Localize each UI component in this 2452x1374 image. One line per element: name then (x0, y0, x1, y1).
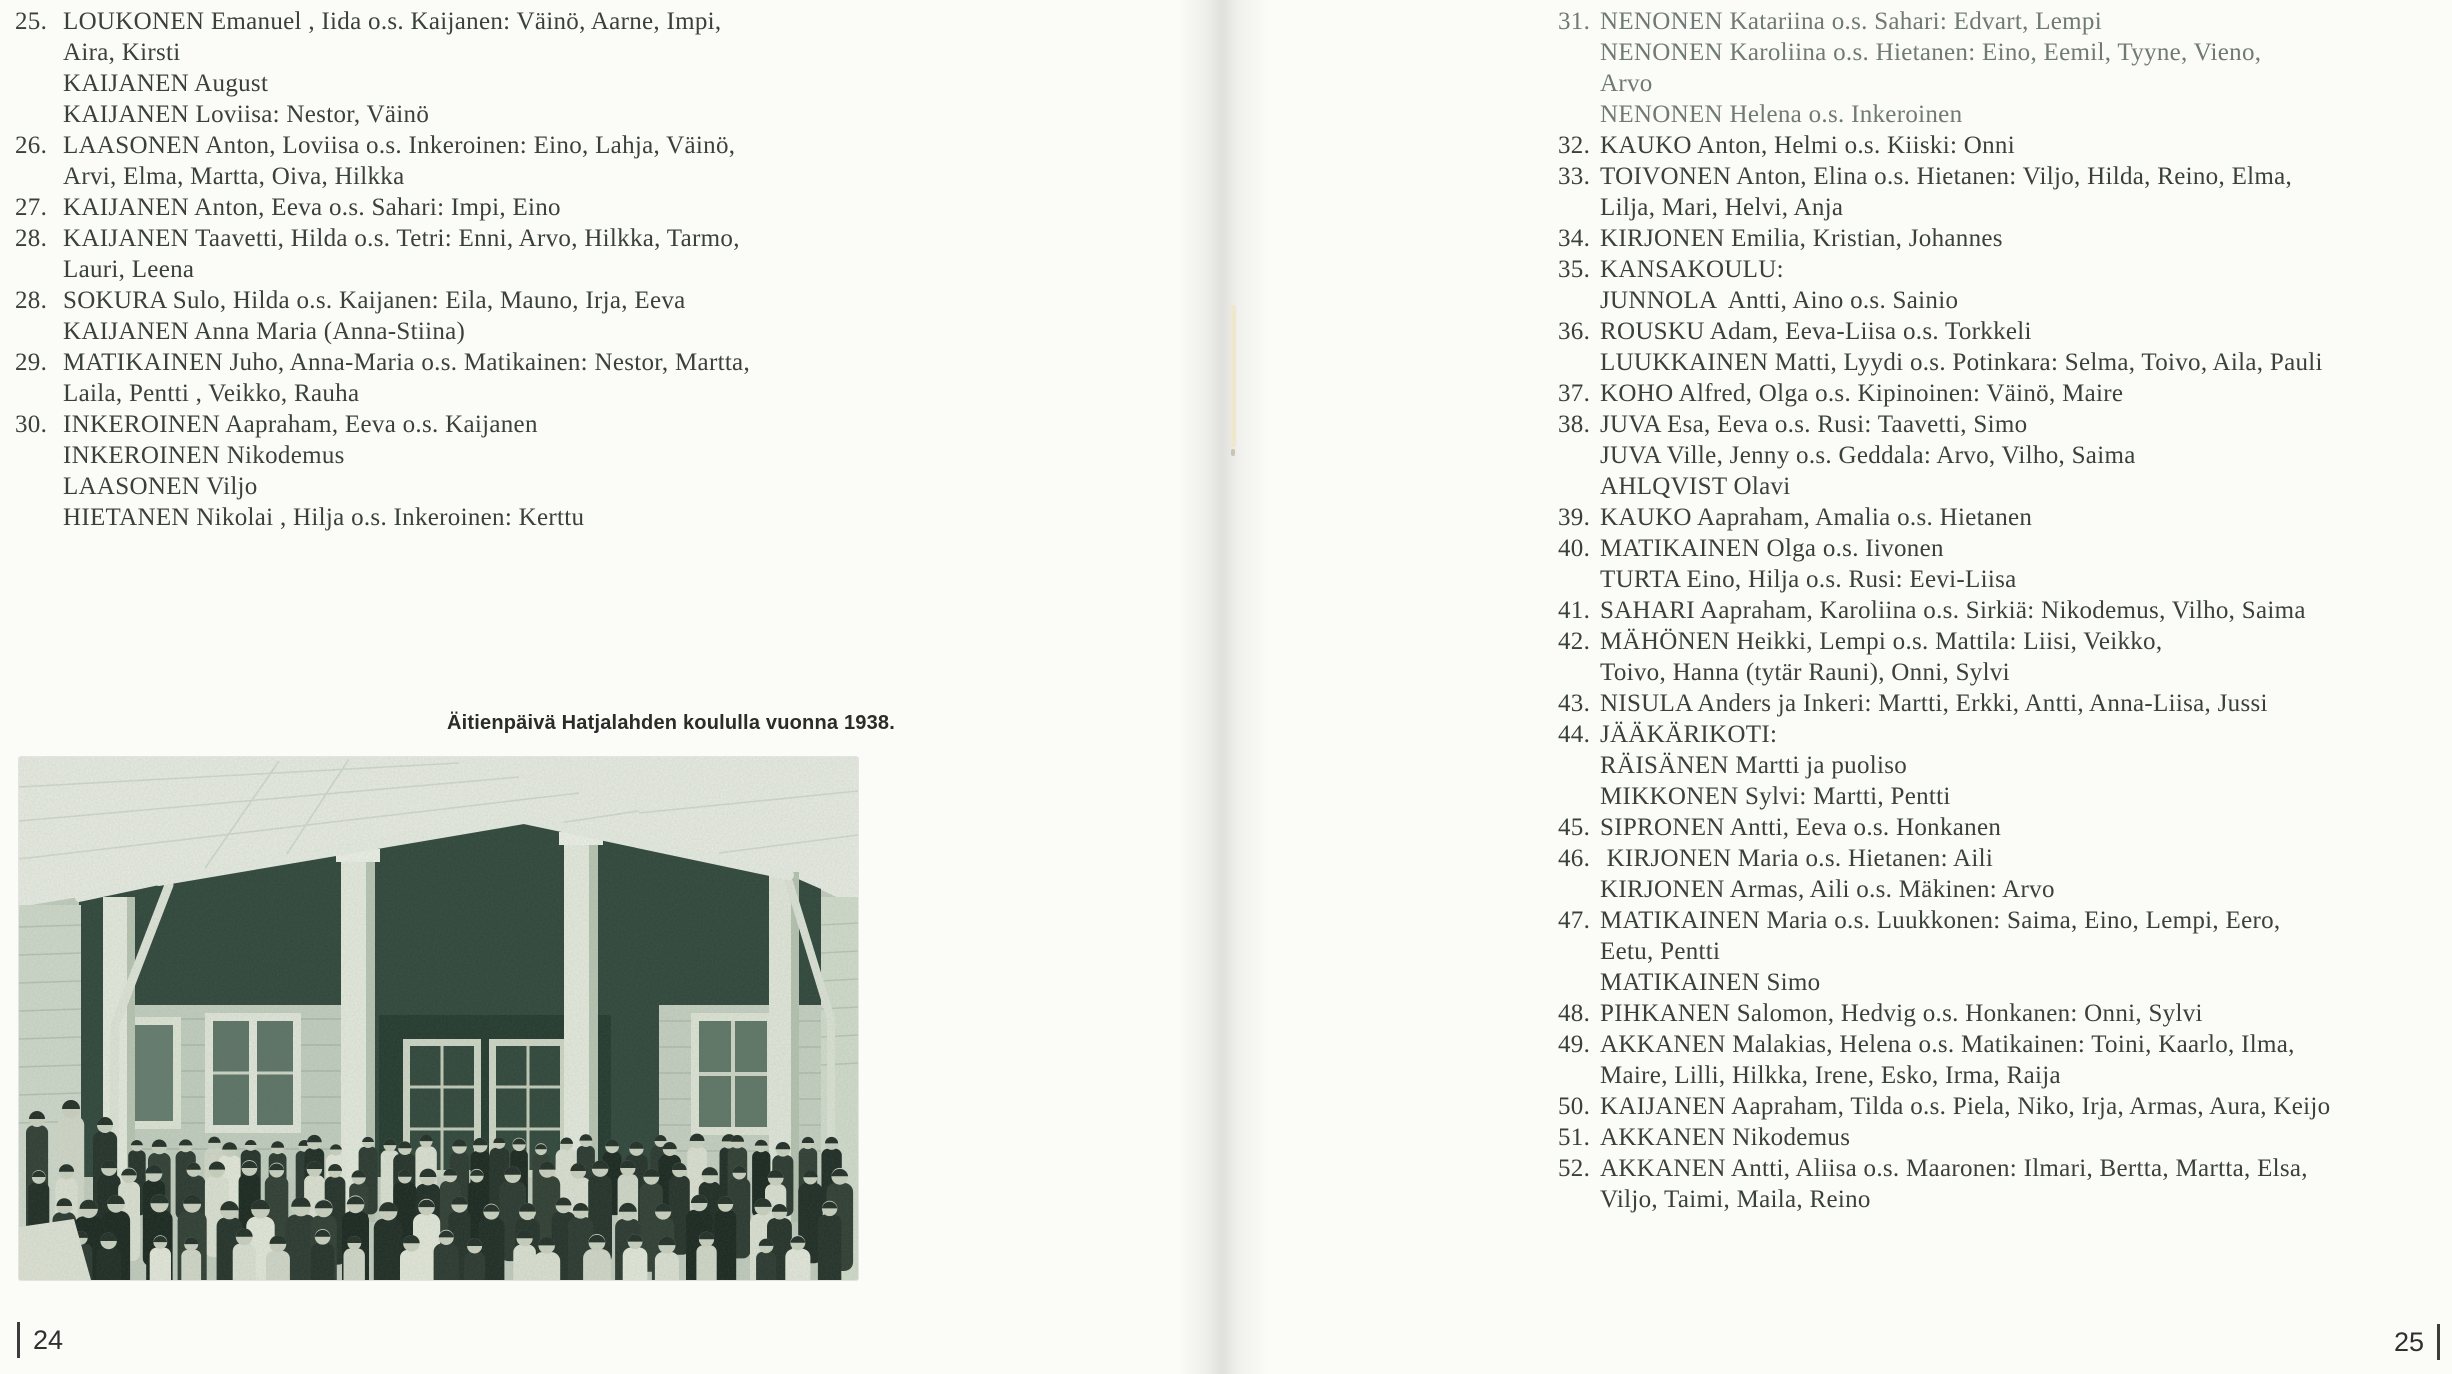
entry-line: Maire, Lilli, Hilkka, Irene, Esko, Irma, Raija (1600, 1062, 2061, 1089)
entry-line: Aira, Kirsti (63, 39, 181, 66)
entry-line: MATIKAINEN Juho, Anna-Maria o.s. Matikainen: Nestor, Martta, (63, 349, 751, 376)
entry-number: 33. (1558, 163, 1591, 190)
list-entry (1558, 1153, 2446, 1215)
entry-line: SIPRONEN Antti, Eeva o.s. Honkanen (1600, 814, 2002, 841)
entry-number: 49. (1558, 1031, 1591, 1058)
list-entry (1558, 161, 2446, 223)
entry-line: Lauri, Leena (63, 256, 195, 283)
left-page-name-list (15, 6, 875, 533)
entry-number: 30. (15, 411, 48, 438)
entry-number: 27. (15, 194, 48, 221)
entry-line: Laila, Pentti , Veikko, Rauha (63, 380, 360, 407)
list-entry (15, 347, 875, 409)
entry-line: SOKURA Sulo, Hilda o.s. Kaijanen: Eila, Mauno, Irja, Eeva (63, 287, 686, 314)
gutter-speck (1231, 449, 1235, 456)
entry-line: KAIJANEN Anna Maria (Anna-Stiina) (63, 318, 466, 345)
entry-line: PIHKANEN Salomon, Hedvig o.s. Honkanen: Onni, Sylvi (1600, 1000, 2203, 1027)
list-entry (1558, 626, 2446, 688)
right-page-name-list (1558, 6, 2446, 1215)
list-entry (15, 409, 875, 533)
entry-line: JUVA Esa, Eeva o.s. Rusi: Taavetti, Simo (1600, 411, 2028, 438)
entry-line: KANSAKOULU: (1600, 256, 1784, 283)
entry-line: KAIJANEN Taavetti, Hilda o.s. Tetri: Enni, Arvo, Hilkka, Tarmo, (63, 225, 740, 252)
list-entry (15, 192, 875, 223)
list-entry (1558, 378, 2446, 409)
entry-line: TOIVONEN Anton, Elina o.s. Hietanen: Viljo, Hilda, Reino, Elma, (1600, 163, 2293, 190)
list-entry (1558, 1122, 2446, 1153)
page-number-left (17, 1322, 63, 1358)
entry-number: 52. (1558, 1155, 1591, 1182)
entry-line: AKKANEN Malakias, Helena o.s. Matikainen: Toini, Kaarlo, Ilma, (1600, 1031, 2295, 1058)
entry-line: SAHARI Aapraham, Karoliina o.s. Sirkiä: Nikodemus, Vilho, Saima (1600, 597, 2306, 624)
list-entry (15, 130, 875, 192)
page-number-right (2394, 1324, 2440, 1360)
entry-line: LUUKKAINEN Matti, Lyydi o.s. Potinkara: Selma, Toivo, Aila, Pauli (1600, 349, 2323, 376)
page-number-value: 24 (33, 1324, 64, 1355)
entry-number: 37. (1558, 380, 1591, 407)
entry-line: Lilja, Mari, Helvi, Anja (1600, 194, 1844, 221)
entry-line: Toivo, Hanna (tytär Rauni), Onni, Sylvi (1600, 659, 2010, 686)
entry-line: NENONEN Helena o.s. Inkeroinen (1600, 101, 1963, 128)
list-entry (1558, 130, 2446, 161)
entry-line: LAASONEN Anton, Loviisa o.s. Inkeroinen: Eino, Lahja, Väinö, (63, 132, 736, 159)
entry-number: 47. (1558, 907, 1591, 934)
entry-number: 39. (1558, 504, 1591, 531)
entry-number: 38. (1558, 411, 1591, 438)
list-entry (1558, 409, 2446, 502)
entry-line: ROUSKU Adam, Eeva-Liisa o.s. Torkkeli (1600, 318, 2032, 345)
entry-number: 36. (1558, 318, 1591, 345)
entry-line: JÄÄKÄRIKOTI: (1600, 721, 1778, 748)
entry-line: AKKANEN Antti, Aliisa o.s. Maaronen: Ilmari, Bertta, Martta, Elsa, (1600, 1155, 2308, 1182)
entry-line: KOHO Alfred, Olga o.s. Kipinoinen: Väinö, Maire (1600, 380, 2124, 407)
entry-line: KAIJANEN Loviisa: Nestor, Väinö (63, 101, 430, 128)
entry-line: KIRJONEN Maria o.s. Hietanen: Aili (1600, 845, 1994, 872)
list-entry (1558, 998, 2446, 1029)
list-entry (1558, 316, 2446, 378)
entry-line: MÄHÖNEN Heikki, Lempi o.s. Mattila: Liisi, Veikko, (1600, 628, 2163, 655)
entry-line: AHLQVIST Olavi (1600, 473, 1791, 500)
entry-line: KAUKO Aapraham, Amalia o.s. Hietanen (1600, 504, 2033, 531)
entry-line: KIRJONEN Armas, Aili o.s. Mäkinen: Arvo (1600, 876, 2055, 903)
entry-number: 28. (15, 287, 48, 314)
entry-line: NENONEN Karoliina o.s. Hietanen: Eino, Eemil, Tyyne, Vieno, (1600, 39, 2262, 66)
entry-number: 48. (1558, 1000, 1591, 1027)
entry-line: NENONEN Katariina o.s. Sahari: Edvart, Lempi (1600, 8, 2102, 35)
list-entry (1558, 812, 2446, 843)
entry-number: 32. (1558, 132, 1591, 159)
entry-number: 43. (1558, 690, 1591, 717)
entry-line: KAUKO Anton, Helmi o.s. Kiiski: Onni (1600, 132, 2015, 159)
list-entry (15, 223, 875, 285)
entry-number: 26. (15, 132, 48, 159)
list-entry (1558, 1029, 2446, 1091)
list-entry (1558, 905, 2446, 998)
list-entry (1558, 719, 2446, 812)
entry-line: RÄISÄNEN Martti ja puoliso (1600, 752, 1908, 779)
entry-line: Arvo (1600, 70, 1653, 97)
entry-line: KAIJANEN Aapraham, Tilda o.s. Piela, Niko, Irja, Armas, Aura, Keijo (1600, 1093, 2331, 1120)
entry-number: 28. (15, 225, 48, 252)
entry-number: 41. (1558, 597, 1591, 624)
group-photo (19, 757, 858, 1280)
page-number-value: 25 (2394, 1326, 2425, 1357)
entry-number: 31. (1558, 8, 1591, 35)
entry-number: 51. (1558, 1124, 1591, 1151)
entry-line: LAASONEN Viljo (63, 473, 258, 500)
entry-number: 45. (1558, 814, 1591, 841)
entry-number: 44. (1558, 721, 1591, 748)
entry-line: JUNNOLA Antti, Aino o.s. Sainio (1600, 287, 1959, 314)
entry-line: MATIKAINEN Olga o.s. Iivonen (1600, 535, 1944, 562)
list-entry (1558, 254, 2446, 316)
entry-number: 25. (15, 8, 48, 35)
entry-line: KAIJANEN Anton, Eeva o.s. Sahari: Impi, Eino (63, 194, 561, 221)
list-entry (1558, 502, 2446, 533)
entry-line: INKEROINEN Nikodemus (63, 442, 345, 469)
gutter-paper-sliver (1231, 305, 1236, 447)
entry-number: 42. (1558, 628, 1591, 655)
entry-line: Arvi, Elma, Martta, Oiva, Hilkka (63, 163, 405, 190)
entry-line: TURTA Eino, Hilja o.s. Rusi: Eevi-Liisa (1600, 566, 2017, 593)
list-entry (1558, 843, 2446, 905)
entry-line: HIETANEN Nikolai , Hilja o.s. Inkeroinen: Kerttu (63, 504, 585, 531)
list-entry (1558, 1091, 2446, 1122)
entry-line: AKKANEN Nikodemus (1600, 1124, 1851, 1151)
entry-number: 34. (1558, 225, 1591, 252)
entry-line: KIRJONEN Emilia, Kristian, Johannes (1600, 225, 2003, 252)
list-entry (1558, 533, 2446, 595)
entry-number: 40. (1558, 535, 1591, 562)
entry-number: 35. (1558, 256, 1591, 283)
list-entry (1558, 688, 2446, 719)
entry-line: KAIJANEN August (63, 70, 269, 97)
entry-line: Viljo, Taimi, Maila, Reino (1600, 1186, 1871, 1213)
entry-line: NISULA Anders ja Inkeri: Martti, Erkki, Antti, Anna-Liisa, Jussi (1600, 690, 2268, 717)
entry-number: 50. (1558, 1093, 1591, 1120)
photo-caption: Äitienpäivä Hatjalahden koululla vuonna 1938. (447, 712, 896, 734)
entry-line: JUVA Ville, Jenny o.s. Geddala: Arvo, Vilho, Saima (1600, 442, 2136, 469)
entry-line: MIKKONEN Sylvi: Martti, Pentti (1600, 783, 1951, 810)
entry-line: MATIKAINEN Maria o.s. Luukkonen: Saima, Eino, Lempi, Eero, (1600, 907, 2281, 934)
book-gutter (1178, 0, 1270, 1374)
list-entry (1558, 223, 2446, 254)
list-entry (15, 285, 875, 347)
entry-line: MATIKAINEN Simo (1600, 969, 1821, 996)
page-number-rule (17, 1322, 20, 1358)
entry-line: Eetu, Pentti (1600, 938, 1721, 965)
entry-number: 46. (1558, 845, 1591, 872)
entry-number: 29. (15, 349, 48, 376)
entry-line: INKEROINEN Aapraham, Eeva o.s. Kaijanen (63, 411, 538, 438)
page-number-rule (2437, 1324, 2440, 1360)
list-entry (15, 6, 875, 130)
group-photo-graphic (19, 757, 858, 1280)
list-entry (1558, 595, 2446, 626)
list-entry (1558, 6, 2446, 130)
entry-line: LOUKONEN Emanuel , Iida o.s. Kaijanen: Väinö, Aarne, Impi, (63, 8, 722, 35)
